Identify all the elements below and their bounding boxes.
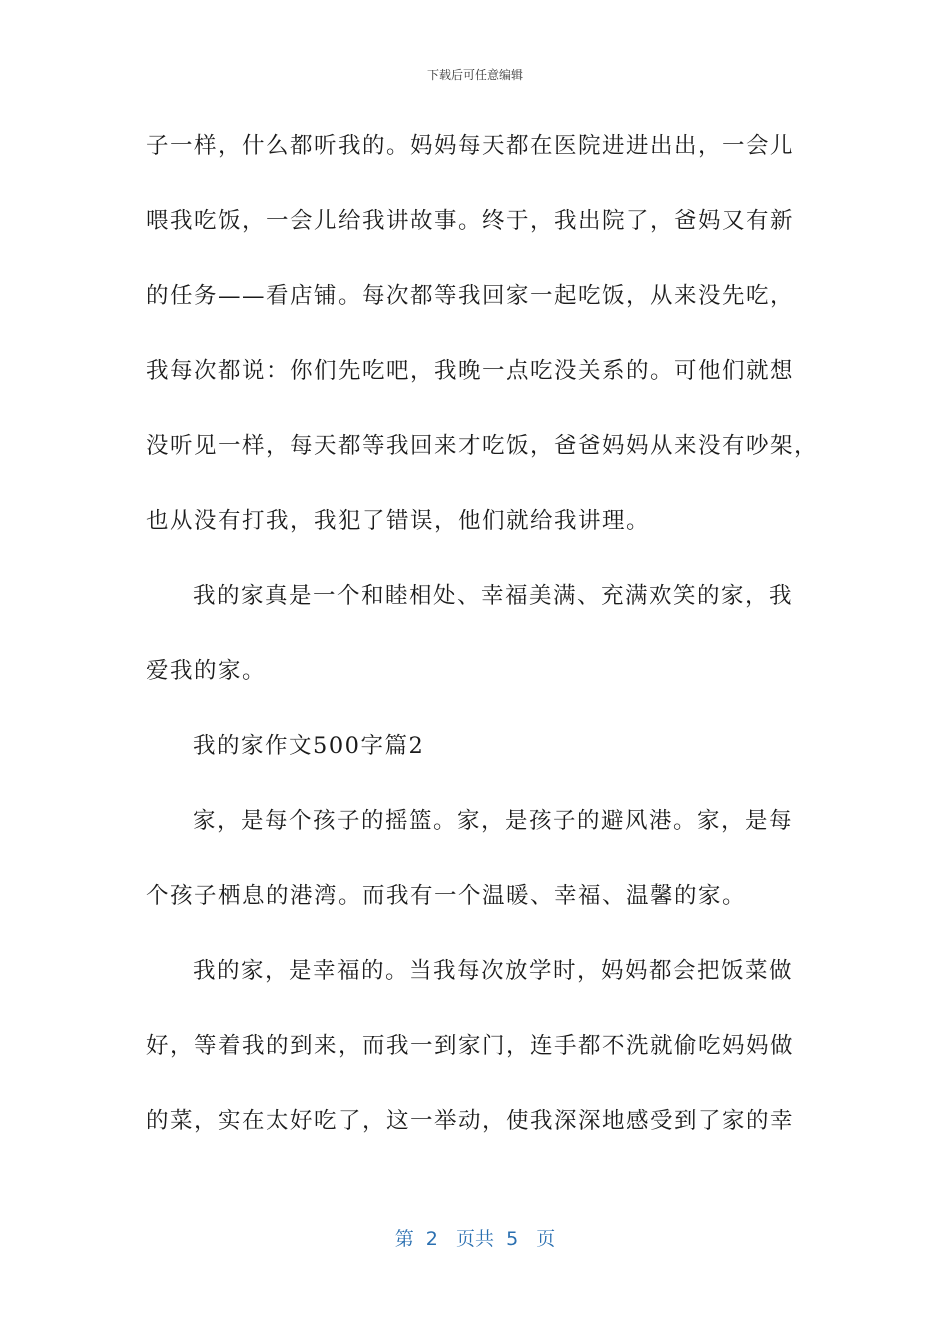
text-line: 爱我的家。: [146, 658, 267, 684]
text-line: 也从没有打我，我犯了错误，他们就给我讲理。: [146, 508, 651, 534]
text-line: 个孩子栖息的港湾。而我有一个温暖、幸福、温馨的家。: [146, 883, 747, 909]
text-line: 的任务——看店铺。每次都等我回家一起吃饭，从来没先吃，: [146, 283, 795, 309]
paragraph-start-line: 我的家，是幸福的。当我每次放学时，妈妈都会把饭菜做: [193, 958, 794, 984]
text-line: 喂我吃饭，一会儿给我讲故事。终于，我出院了，爸妈又有新: [146, 208, 795, 234]
text-line: 好，等着我的到来，而我一到家门，连手都不洗就偷吃妈妈做: [146, 1033, 795, 1059]
section-heading: 我的家作文500字篇2: [193, 733, 425, 759]
page-number-footer: 第 2 页共 5 页: [394, 1228, 556, 1250]
document-body: [146, 124, 819, 1174]
paragraph-start-line: 家，是每个孩子的摇篮。家，是孩子的避风港。家，是每: [193, 808, 794, 834]
text-line: 子一样，什么都听我的。妈妈每天都在医院进进出出，一会儿: [146, 133, 795, 159]
paragraph-start-line: 我的家真是一个和睦相处、幸福美满、充满欢笑的家，我: [193, 583, 794, 609]
text-line: 的菜，实在太好吃了，这一举动，使我深深地感受到了家的幸: [146, 1108, 795, 1134]
page-header: 下载后可任意编辑: [426, 68, 523, 82]
text-line: 没听见一样，每天都等我回来才吃饭，爸爸妈妈从来没有吵架，: [146, 433, 819, 459]
text-line: 我每次都说：你们先吃吧，我晚一点吃没关系的。可他们就想: [146, 358, 795, 384]
